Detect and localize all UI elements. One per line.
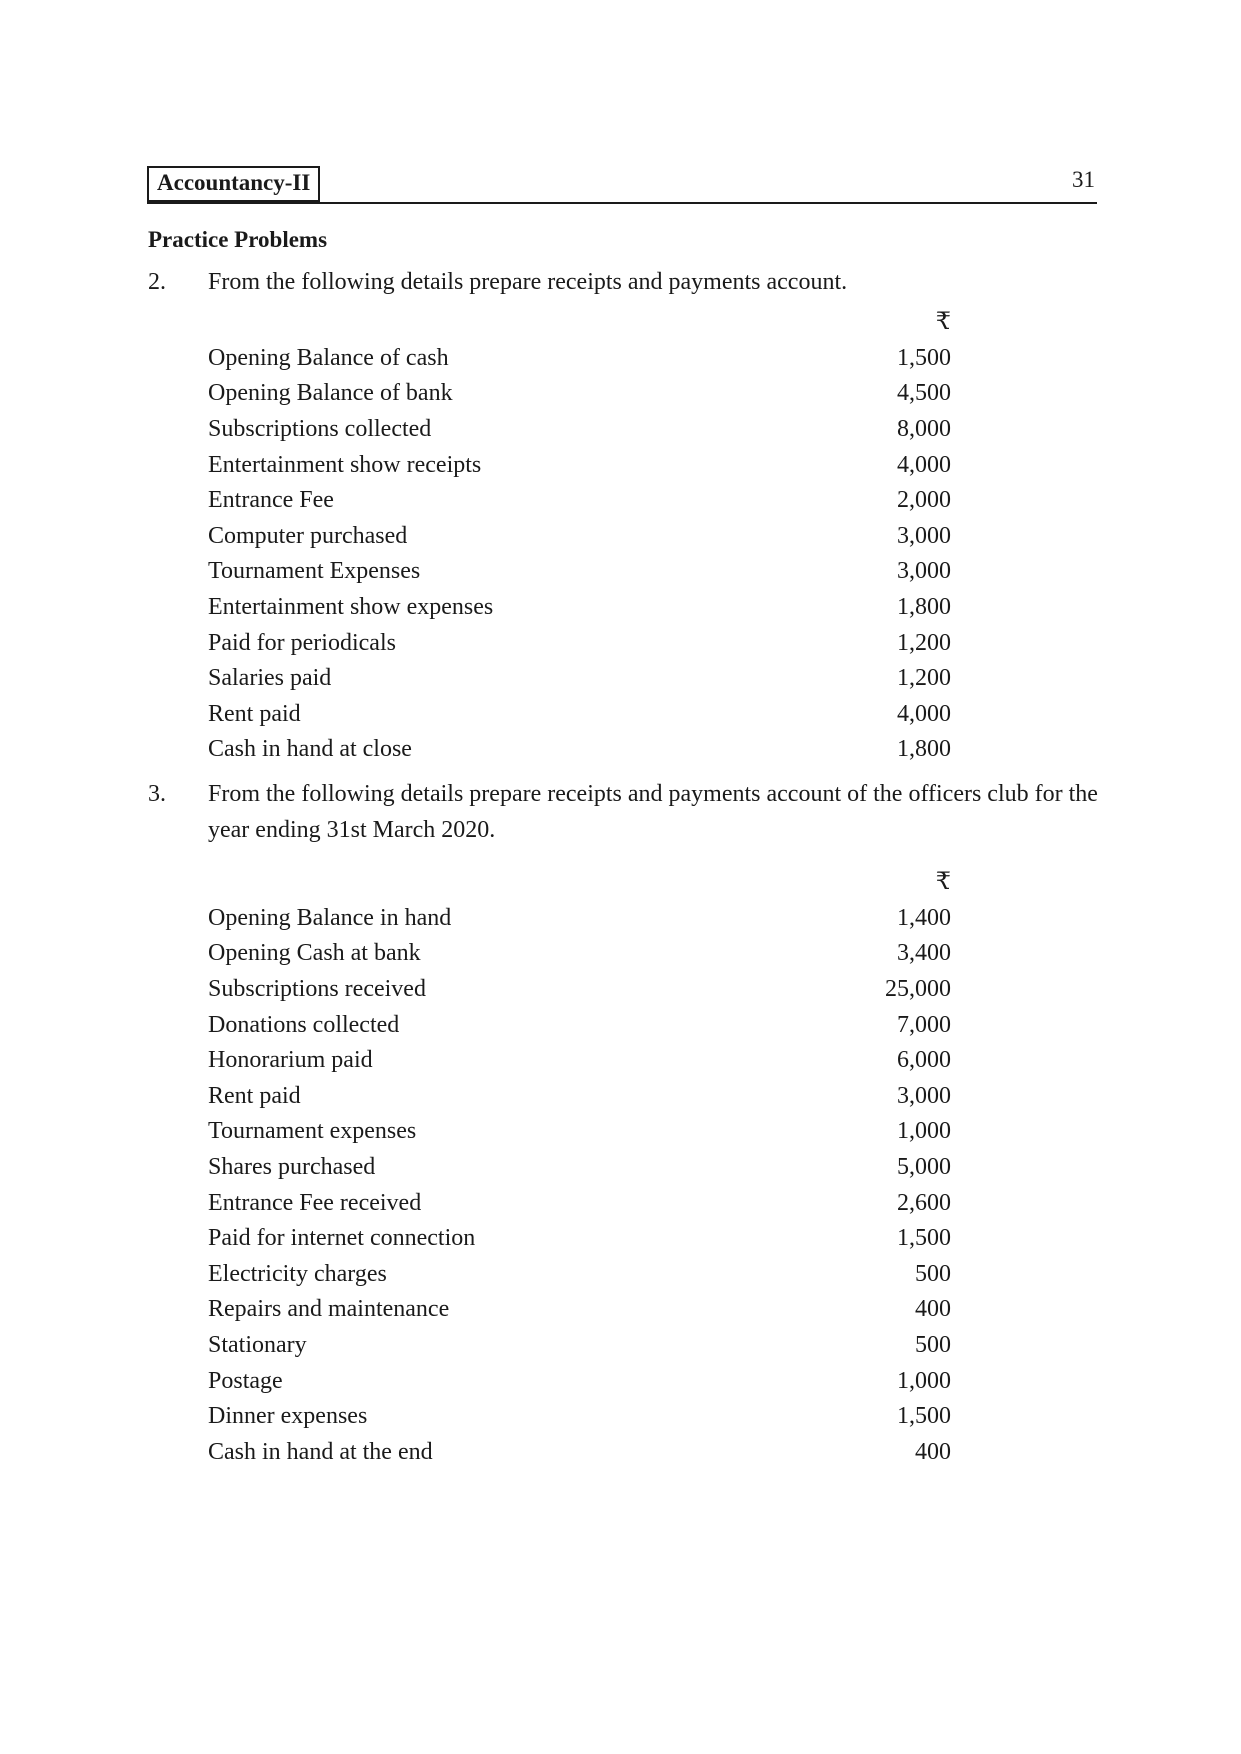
currency-symbol: ₹ <box>935 869 951 895</box>
item-label: Tournament Expenses <box>208 558 421 585</box>
list-item <box>208 660 951 696</box>
list-item <box>208 1256 951 1292</box>
item-amount: 400 <box>915 1438 951 1465</box>
item-label: Rent paid <box>208 1082 301 1109</box>
list-item <box>208 1185 951 1221</box>
list-item <box>208 518 951 554</box>
item-label: Repairs and maintenance <box>208 1296 450 1323</box>
item-label: Opening Balance of bank <box>208 380 453 407</box>
item-amount: 6,000 <box>897 1047 951 1074</box>
problem-text: From the following details prepare receipts and payments account. <box>208 269 848 295</box>
list-item <box>208 625 951 661</box>
problem-number: 3. <box>148 781 166 807</box>
list-item <box>208 1398 951 1434</box>
item-amount: 4,000 <box>897 700 951 727</box>
item-amount: 25,000 <box>885 975 951 1002</box>
item-amount: 7,000 <box>897 1011 951 1038</box>
item-label: Honorarium paid <box>208 1047 373 1074</box>
list-item <box>208 1149 951 1185</box>
list-item <box>208 1042 951 1078</box>
list-item <box>208 376 951 412</box>
item-amount: 1,500 <box>897 1403 951 1430</box>
item-label: Postage <box>208 1367 283 1394</box>
problem-text: From the following details prepare receipts and payments account of the officers club for the year ending 31st March 2020. <box>208 781 1098 843</box>
list-item <box>208 1327 951 1363</box>
item-amount: 2,000 <box>897 487 951 514</box>
page-header <box>147 166 1097 204</box>
item-label: Subscriptions collected <box>208 415 432 442</box>
item-label: Subscriptions received <box>208 975 426 1002</box>
item-amount: 8,000 <box>897 415 951 442</box>
item-amount: 3,000 <box>897 558 951 585</box>
item-amount: 4,500 <box>897 380 951 407</box>
item-amount: 1,000 <box>897 1367 951 1394</box>
item-label: Salaries paid <box>208 665 332 692</box>
item-amount: 5,000 <box>897 1153 951 1180</box>
item-amount: 4,000 <box>897 451 951 478</box>
list-item <box>208 1220 951 1256</box>
item-amount: 1,800 <box>897 736 951 763</box>
item-label: Tournament expenses <box>208 1118 417 1145</box>
item-label: Entrance Fee <box>208 487 334 514</box>
item-label: Paid for periodicals <box>208 629 396 656</box>
item-label: Entertainment show expenses <box>208 593 494 620</box>
item-amount: 500 <box>915 1260 951 1287</box>
item-amount: 1,500 <box>897 344 951 371</box>
list-item <box>208 971 951 1007</box>
item-label: Shares purchased <box>208 1153 376 1180</box>
item-label: Donations collected <box>208 1011 400 1038</box>
item-list <box>208 340 951 767</box>
item-label: Dinner expenses <box>208 1403 368 1430</box>
item-label: Opening Balance in hand <box>208 904 452 931</box>
book-title: Accountancy-II <box>147 166 320 202</box>
item-label: Entertainment show receipts <box>208 451 482 478</box>
item-amount: 3,000 <box>897 1082 951 1109</box>
item-label: Electricity charges <box>208 1260 387 1287</box>
list-item <box>208 936 951 972</box>
item-amount: 500 <box>915 1331 951 1358</box>
item-amount: 2,600 <box>897 1189 951 1216</box>
page-number: 31 <box>1072 167 1095 192</box>
section-title: Practice Problems <box>148 227 328 252</box>
item-amount: 1,000 <box>897 1118 951 1145</box>
list-item <box>208 447 951 483</box>
item-amount: 3,000 <box>897 522 951 549</box>
item-list <box>208 900 951 1470</box>
item-label: Stationary <box>208 1331 307 1358</box>
list-item <box>208 340 951 376</box>
item-amount: 3,400 <box>897 940 951 967</box>
item-amount: 1,200 <box>897 665 951 692</box>
list-item <box>208 482 951 518</box>
list-item <box>208 1078 951 1114</box>
item-label: Entrance Fee received <box>208 1189 422 1216</box>
list-item <box>208 589 951 625</box>
item-label: Opening Balance of cash <box>208 344 449 371</box>
item-amount: 1,500 <box>897 1225 951 1252</box>
item-label: Paid for internet connection <box>208 1225 476 1252</box>
item-amount: 400 <box>915 1296 951 1323</box>
list-item <box>208 900 951 936</box>
item-amount: 1,200 <box>897 629 951 656</box>
list-item <box>208 554 951 590</box>
list-item <box>208 696 951 732</box>
item-amount: 1,800 <box>897 593 951 620</box>
item-label: Rent paid <box>208 700 301 727</box>
list-item <box>208 1363 951 1399</box>
item-label: Computer purchased <box>208 522 408 549</box>
problem-number: 2. <box>148 269 166 295</box>
list-item <box>208 1292 951 1328</box>
list-item <box>208 732 951 768</box>
list-item <box>208 1434 951 1470</box>
currency-symbol: ₹ <box>935 309 951 335</box>
item-label: Cash in hand at close <box>208 736 412 763</box>
list-item <box>208 1007 951 1043</box>
list-item <box>208 411 951 447</box>
item-label: Opening Cash at bank <box>208 940 421 967</box>
list-item <box>208 1114 951 1150</box>
item-label: Cash in hand at the end <box>208 1438 433 1465</box>
item-amount: 1,400 <box>897 904 951 931</box>
